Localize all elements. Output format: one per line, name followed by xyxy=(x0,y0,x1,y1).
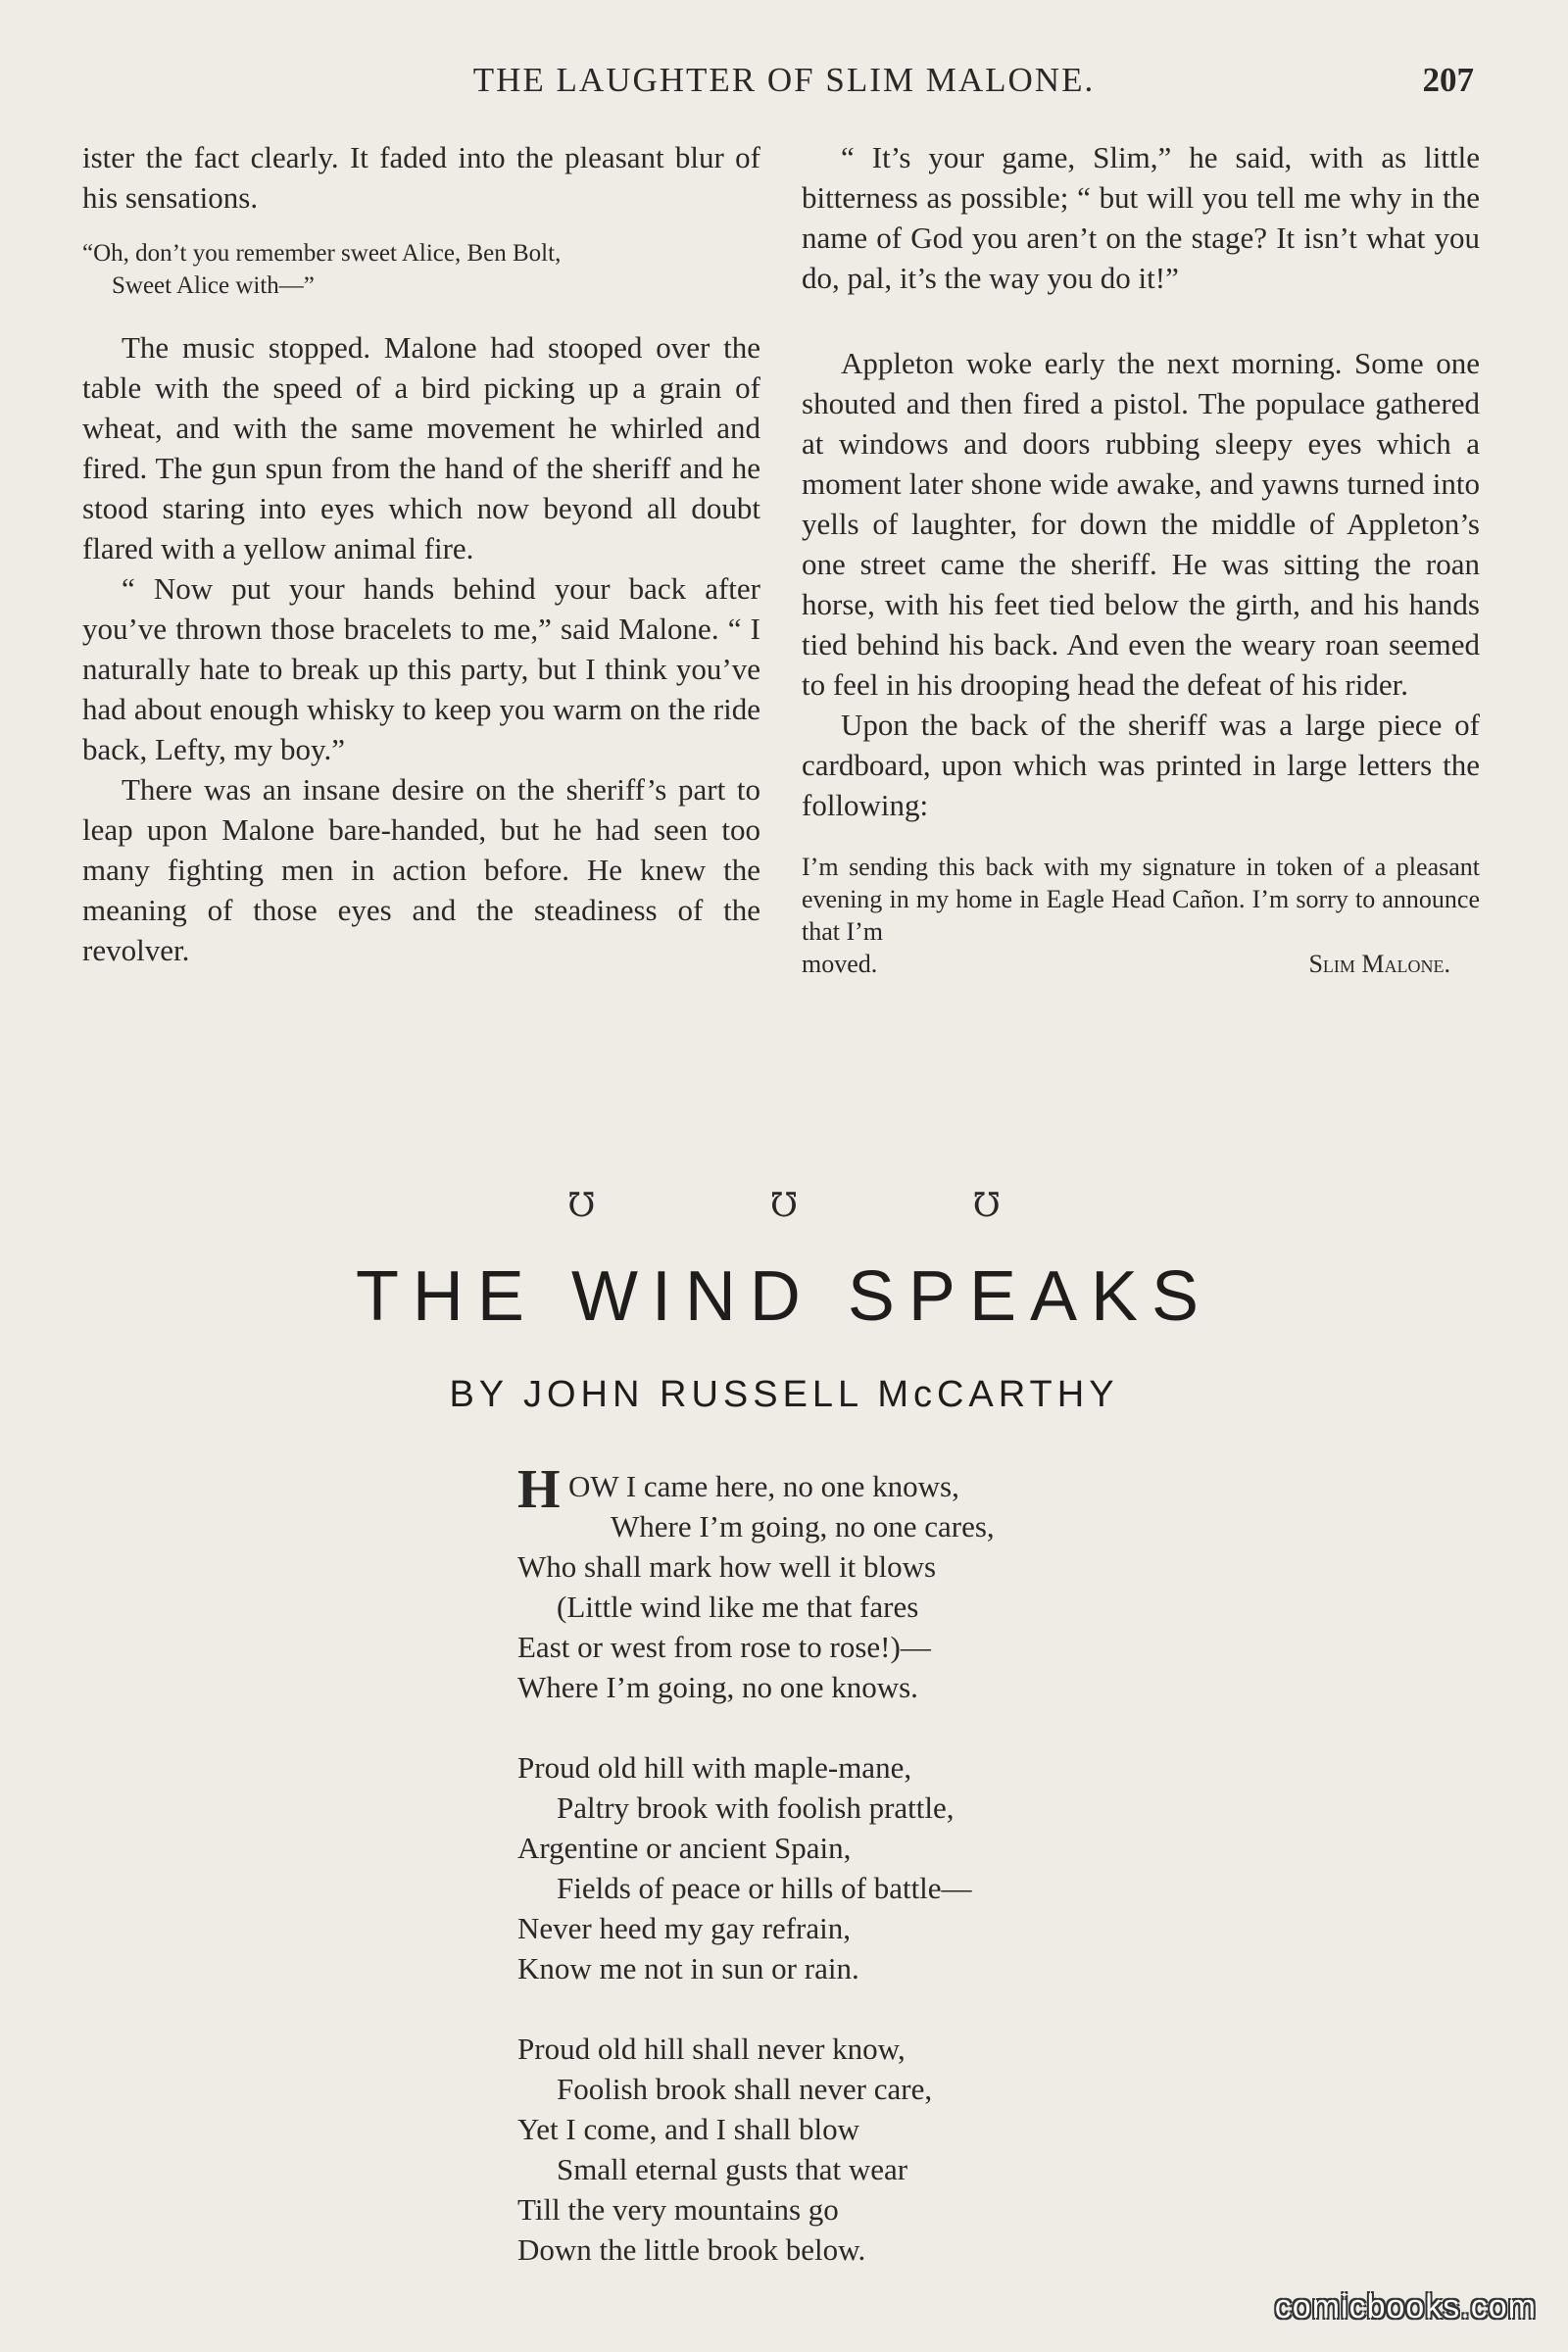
poem-line: Know me not in sun or rain. xyxy=(517,1951,859,1985)
poem-line: Who shall mark how well it blows xyxy=(517,1549,937,1584)
song-quote xyxy=(82,237,760,302)
poem-line: Argentine or ancient Spain, xyxy=(517,1831,852,1865)
running-title: THE LAUGHTER OF SLIM MALONE. xyxy=(472,61,1096,99)
quote-line: “Oh, don’t you remember sweet Alice, Ben Bolt, xyxy=(82,240,562,267)
poem-line: Fields of peace or hills of battle— xyxy=(557,1871,972,1905)
poem-line: Where I’m going, no one cares, xyxy=(611,1509,995,1544)
poem-line: Proud old hill shall never know, xyxy=(517,2032,906,2066)
poem-line: Yet I come, and I shall blow xyxy=(517,2112,859,2146)
page-header xyxy=(0,61,1568,110)
left-column xyxy=(82,137,760,970)
paragraph: Appleton woke early the next morning. Some one shouted and then fired a pistol. The populace gathered at windows and doors rubbing sleepy eyes which a moment later shone wide awake, and yawns turned into yells of laughter, for down the middle of Appleton’s one street came the sheriff. He was sitting the roan horse, with his feet tied below the girth, and his hands tied behind his back. And even the weary roan seemed to feel in his drooping head the defeat of his rider. xyxy=(802,346,1480,702)
quote-line: Sweet Alice with—” xyxy=(112,272,315,299)
poem-line: East or west from rose to rose!)— xyxy=(517,1630,931,1664)
signature: Slim Malone. xyxy=(1308,950,1450,978)
letter-text: I’m sending this back with my signature in token of a pleasant evening in my home in Eagle Head Cañon. I’m sorry to announce that I’m xyxy=(802,853,1480,946)
right-column xyxy=(802,137,1480,980)
poem-line: Till the very mountains go xyxy=(517,2192,839,2227)
poem-line: Where I’m going, no one knows. xyxy=(517,1670,918,1704)
poem-line xyxy=(517,1459,1203,1520)
poem-line: Small eternal gusts that wear xyxy=(557,2152,908,2186)
poem-title: THE WIND SPEAKS xyxy=(355,1257,1213,1336)
watermark: comicbooks.com xyxy=(1274,2288,1537,2326)
paragraph: “ It’s your game, Slim,” he said, with as little bitterness as possible; “ but will you tell me why in the name of God you aren’t on the stage? It isn’t what you do, pal, it’s the way you do it!” xyxy=(802,140,1480,295)
ornament-icon: ℧ xyxy=(769,1188,799,1224)
poem-line-text: OW I came here, no one knows, xyxy=(568,1469,959,1503)
paragraph: ister the fact clearly. It faded into the pleasant blur of his sensations. xyxy=(82,140,760,215)
paragraph: There was an insane desire on the sheriff’s part to leap upon Malone bare-handed, but he had seen too many fighting men in action before. He knew the meaning of those eyes and the steadiness of the revolver. xyxy=(82,772,760,967)
poem-line: Paltry brook with foolish prattle, xyxy=(557,1790,955,1825)
drop-cap: H xyxy=(517,1459,561,1520)
poem-line: (Little wind like me that fares xyxy=(557,1590,919,1624)
poem-line: Down the little brook below. xyxy=(517,2232,866,2267)
poem-line: Never heed my gay refrain, xyxy=(517,1911,851,1945)
letter-last-line: moved. xyxy=(802,950,878,978)
poem-byline: BY JOHN RUSSELL McCARTHY xyxy=(449,1374,1119,1415)
ornament-icon: ℧ xyxy=(567,1188,596,1224)
poem xyxy=(517,1459,1203,2310)
ornament-divider xyxy=(0,1186,1568,1225)
stanza xyxy=(517,1459,1203,1707)
cardboard-letter xyxy=(802,851,1480,980)
paragraph: Upon the back of the sheriff was a large piece of cardboard, upon which was printed in large letters the following: xyxy=(802,708,1480,822)
ornament-icon: ℧ xyxy=(972,1188,1001,1224)
stanza xyxy=(517,1747,1203,1988)
paragraph: “ Now put your hands behind your back after you’ve thrown those bracelets to me,” said Malone. “ I naturally hate to break up this party, but I think you’ve had about enough whisky to keep you warm on the ride back, Lefty, my boy.” xyxy=(82,571,760,766)
paragraph: The music stopped. Malone had stooped over the table with the speed of a bird picking up a grain of wheat, and with the same movement he whirled and fired. The gun spun from the hand of the sheriff and he stood staring into eyes which now beyond all doubt flared with a yellow animal fire. xyxy=(82,330,760,565)
page-number: 207 xyxy=(1422,61,1474,99)
stanza xyxy=(517,2029,1203,2270)
poem-line: Proud old hill with maple-mane, xyxy=(517,1750,912,1785)
poem-line: Foolish brook shall never care, xyxy=(557,2072,933,2106)
